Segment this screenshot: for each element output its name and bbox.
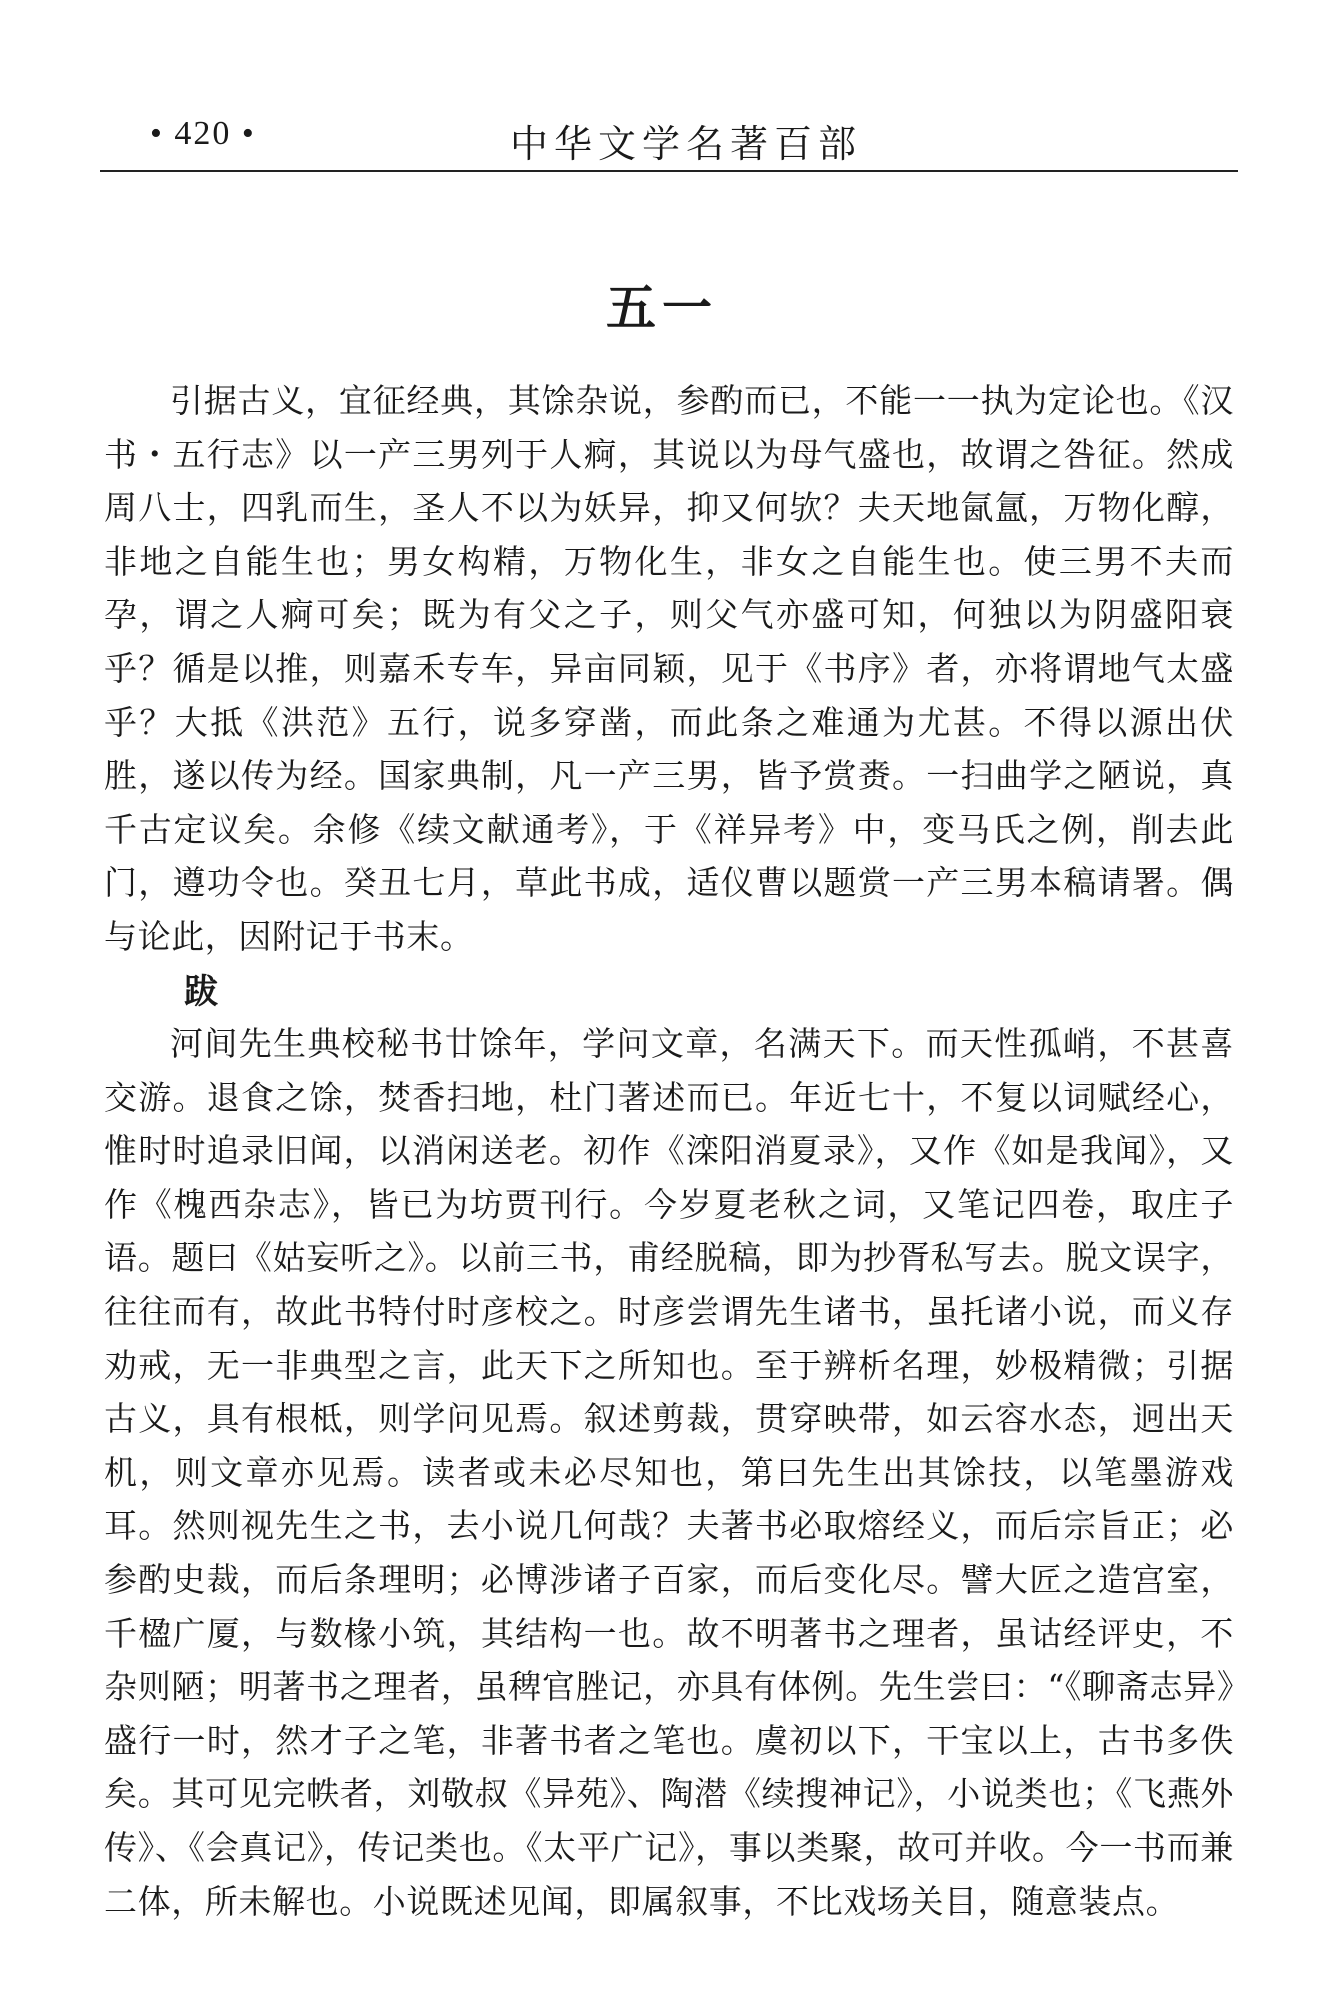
book-title: 中华文学名著百部 [510,122,863,166]
header-divider [100,170,1238,172]
running-header [100,105,1232,167]
postscript-heading: 跋 [184,972,218,1012]
paragraph-main: 引据古义，宜征经典，其馀杂说，参酌而已，不能一一执为定论也。《汉书・五行志》以一产三男列于人痾，其说以为母气盛也，故谓之咎征。然成周八士，四乳而生，圣人不以为妖异，抑又何欤？夫天地氤氲，万物化醇，非地之自能生也；男女构精，万物化生，非女之自能生也。使三男不夫而孕，谓之人痾可矣；既为有父之子，则父气亦盛可知，何独以为阴盛阳衰乎？循是以推，则嘉禾专车，异亩同颖，见于《书序》者，亦将谓地气太盛乎？大抵《洪范》五行，说多穿凿，而此条之难通为尤甚。不得以源出伏胜，遂以传为经。国家典制，凡一产三男，皆予赏赉。一扫曲学之陋说，真千古定议矣。余修《续文献通考》，于《祥异考》中，变马氏之例，削去此门，遵功令也。癸丑七月，草此书成，适仪曹以题赏一产三男本稿请署。偶与论此，因附记于书末。 [104,381,1234,956]
page-number: • 420 • [150,115,256,152]
chapter-title: 五一 [606,279,718,337]
paragraph-postscript: 河间先生典校秘书廿馀年，学问文章，名满天下。而天性孤峭，不甚喜交游。退食之馀，焚香扫地，杜门著述而已。年近七十，不复以词赋经心，惟时时追录旧闻，以消闲送老。初作《滦阳消夏录》，又作《如是我闻》，又作《槐西杂志》，皆已为坊贾刊行。今岁夏老秋之词，又笔记四卷，取庄子语。题曰《姑妄听之》。以前三书，甫经脱稿，即为抄胥私写去。脱文误字，往往而有，故此书特付时彦校之。时彦尝谓先生诸书，虽托诸小说，而义存劝戒，无一非典型之言，此天下之所知也。至于辨析名理，妙极精微；引据古义，具有根柢，则学问见焉。叙述剪裁，贯穿映带，如云容水态，迥出天机，则文章亦见焉。读者或未必尽知也，第曰先生出其馀技，以笔墨游戏耳。然则视先生之书，去小说几何哉？夫著书必取熔经义，而后宗旨正；必参酌史裁，而后条理明；必博涉诸子百家，而后变化尽。譬大匠之造宫室，千楹广厦，与数椽小筑，其结构一也。故不明著书之理者，虽诂经评史，不杂则陋；明著书之理者，虽稗官脞记，亦具有体例。先生尝曰：“《聊斋志异》盛行一时，然才子之笔，非著书者之笔也。虞初以下，干宝以上，古书多佚矣。其可见完帙者，刘敬叔《异苑》、陶潜《续搜神记》，小说类也；《飞燕外传》、《会真记》，传记类也。《太平广记》，事以类聚，故可并收。今一书而兼二体，所未解也。小说既述见闻，即属叙事，不比戏场关目，随意装点。 [104,1024,1234,1921]
